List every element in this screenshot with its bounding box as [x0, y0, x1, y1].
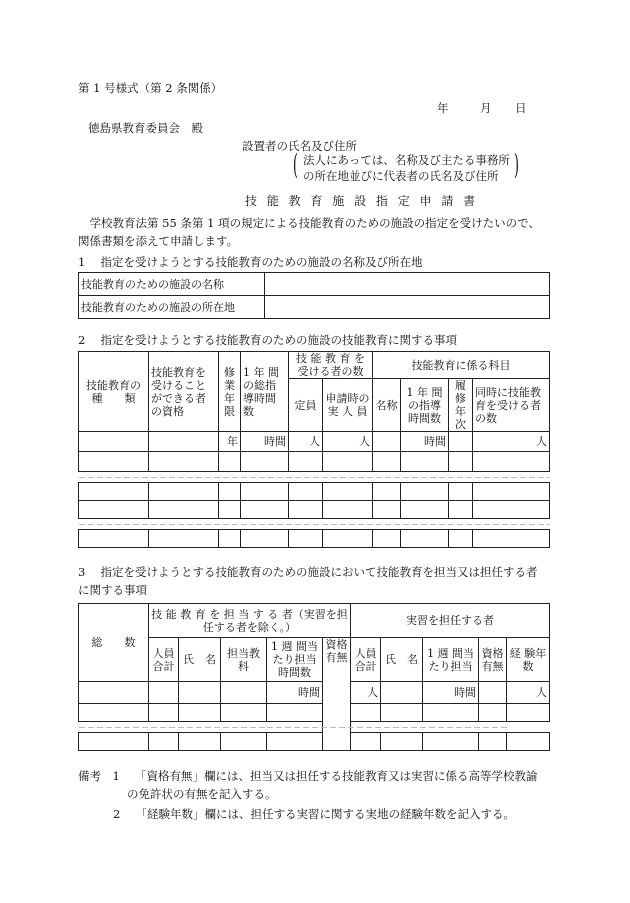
h-weekly-practical: 1 週 間当たり担当	[423, 638, 479, 682]
table-cell[interactable]	[149, 682, 179, 704]
table-cell[interactable]	[373, 432, 401, 452]
h-subject-name: 名称	[373, 379, 401, 432]
unit-hours: 時間	[267, 682, 323, 704]
addressee: 徳島県教育委員会 殿	[88, 121, 203, 135]
section2-heading: 2 指定を受けようとする技能教育のための施設の技能教育に関する事項	[78, 333, 457, 347]
month-label: 月	[480, 101, 492, 115]
h-applicants: 申請時の実 人 員	[323, 379, 373, 432]
year-label: 年	[437, 101, 449, 115]
h-license-practical: 資格有無	[479, 638, 507, 682]
unit-people: 人	[507, 682, 550, 704]
day-label: 日	[515, 101, 527, 115]
h-teachers: 技 能 教 育 を 担 当 す る 者（実習を担任する者を除く。）	[149, 604, 351, 638]
h-order: 履修年次	[449, 379, 473, 432]
form-number: 第 1 号様式（第 2 条関係）	[78, 81, 223, 95]
h-years: 修業年限	[219, 352, 241, 432]
table-cell[interactable]	[449, 432, 473, 452]
note-2: 2 「経験年数」欄には、担任する実習に関する実地の経験年数を記入する。	[113, 807, 515, 821]
h-concurrent: 同時に技能教育を受ける者の数	[473, 379, 550, 432]
note-1: 備考 1 「資格有無」欄には、担当又は担任する技能教育又は実習に係る高等学校教諭	[78, 769, 538, 783]
unit-people: 人	[323, 432, 373, 452]
h-students: 技 能 教 育 を受ける者の数	[289, 352, 373, 379]
h-total-hours: 1 年 間の総指導時間数	[241, 352, 289, 432]
unit-hours: 時間	[401, 432, 449, 452]
table-cell[interactable]	[479, 682, 507, 704]
left-paren: (	[293, 148, 298, 181]
facility-address-label: 技能教育のための施設の所在地	[79, 296, 265, 319]
h-license: 資格有無	[323, 638, 351, 751]
founder-note-line1: 法人にあっては、名称及び主たる事務所	[303, 153, 510, 167]
h-subject: 担当教科	[221, 638, 267, 682]
h-subject-hours: 1 年 間の指導時間数	[401, 379, 449, 432]
h-name-practical: 氏 名	[381, 638, 423, 682]
right-paren: )	[514, 148, 519, 181]
unit-hours: 時間	[241, 432, 289, 452]
h-subjects: 技能教育に係る科目	[373, 352, 550, 379]
omission-break	[79, 472, 550, 483]
founder-label: 設置者の氏名及び住所	[242, 139, 357, 153]
section3-heading: 3 指定を受けようとする技能教育のための施設において技能教育を担当又は担任する者に関する事項	[78, 565, 538, 597]
facility-name-label: 技能教育のための施設の名称	[79, 273, 265, 296]
document-title: 技 能 教 育 施 設 指 定 申 請 書	[245, 194, 479, 208]
h-experience: 経 験年 数	[507, 638, 550, 682]
unit-people: 人	[289, 432, 323, 452]
facility-name-cell[interactable]	[265, 273, 550, 296]
h-count-practical: 人員合計	[351, 638, 381, 682]
h-name: 氏 名	[179, 638, 221, 682]
facility-table	[78, 272, 550, 319]
omission-break	[79, 519, 550, 530]
education-table	[78, 351, 550, 548]
founder-note-line2: の所在地並びに代表者の氏名及び住所	[303, 169, 499, 183]
table-cell[interactable]	[221, 682, 267, 704]
omission-break	[79, 722, 267, 733]
table-cell[interactable]	[149, 432, 219, 452]
h-weekly-hours: 1 週 間当たり担当時間数	[267, 638, 323, 682]
table-cell[interactable]	[79, 682, 149, 704]
unit-year: 年	[219, 432, 241, 452]
h-capacity: 定員	[289, 379, 323, 432]
section1-heading: 1 指定を受けようとする技能教育のための施設の名称及び所在地	[78, 255, 423, 269]
unit-people: 人	[473, 432, 550, 452]
h-total: 総 数	[79, 604, 149, 682]
table-cell[interactable]	[179, 682, 221, 704]
staff-table	[78, 603, 550, 751]
intro-text: 学校教育法第 55 条第 1 項の規定による技能教育のための施設の指定を受けたいので、関係書類を添えて申請します。	[78, 216, 540, 248]
unit-people: 人	[351, 682, 381, 704]
h-kind: 技能教育の種 類	[79, 352, 149, 432]
facility-address-cell[interactable]	[265, 296, 550, 319]
h-count: 人員合計	[149, 638, 179, 682]
h-qualification: 技能教育を受けることができる者の資格	[149, 352, 219, 432]
table-cell[interactable]	[79, 432, 149, 452]
unit-hours: 時間	[423, 682, 479, 704]
h-practical: 実習を担任する者	[351, 604, 550, 638]
note-1-cont: の免許状の有無を記入する。	[127, 787, 277, 801]
founder-note	[293, 150, 519, 184]
table-cell[interactable]	[381, 682, 423, 704]
